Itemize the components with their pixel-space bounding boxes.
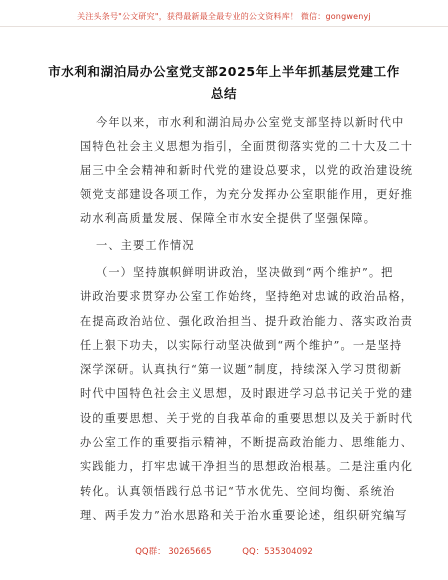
- document-title-line-2: 总结: [210, 86, 238, 101]
- body-line: 深学深研。认真执行“第一议题”制度，持续深入学习贯彻新: [80, 363, 403, 376]
- body-line: 时代中国特色社会主义思想，及时跟进学习总书记关于党的建: [80, 387, 414, 400]
- footer-qq-number: QQ：535304092: [242, 547, 313, 557]
- body-line: 理、两手发力”治水思路和关于治水重要论述，组织研究编写: [80, 509, 408, 522]
- header-divider: [0, 26, 448, 27]
- header-banner: 关注头条号"公文研究"，获得最新最全最专业的公文资料库！ 微信：gongwenyj: [77, 12, 371, 21]
- body-line: 转化。认真领悟践行总书记“节水优先、空间均衡、系统治: [80, 485, 396, 498]
- body-line: 讲政治要求贯穿办公室工作始终，坚持绝对忠诚的政治品格，: [80, 290, 414, 303]
- body-line: 届三中全会精神和新时代党的建设总要求，以党的政治建设统: [80, 164, 414, 177]
- subsection-heading: （一）坚持旗帜鲜明讲政治，坚决做到“两个维护”。把: [96, 266, 394, 279]
- footer-qq-group: QQ群： 30265665: [135, 547, 212, 557]
- body-line: 任上狠下功夫，以实际行动坚决做到“两个维护”。一是坚持: [80, 339, 403, 352]
- body-line: 动水利高质量发展、保障全市水安全提供了坚强保障。: [80, 212, 377, 225]
- section-heading: 一、主要工作情况: [96, 239, 195, 252]
- footer-contact: [0, 545, 448, 557]
- body-line: 办公室工作的重要指示精神，不断提高政治能力、思维能力、: [80, 436, 414, 449]
- body-line: 今年以来，市水利和湖泊局办公室党支部坚持以新时代中: [96, 116, 405, 129]
- body-line: 设的重要思想、关于党的自我革命的重要思想以及关于新时代: [80, 412, 414, 425]
- document-title-line-1: 市水利和湖泊局办公室党支部2025年上半年抓基层党建工作: [48, 64, 400, 79]
- body-line: 实践能力，打牢忠诚干净担当的思想政治根基。二是注重内化: [80, 460, 414, 473]
- body-line: 领党支部建设各项工作，为充分发挥办公室职能作用，更好推: [80, 188, 414, 201]
- body-line: 在提高政治站位、强化政治担当、提升政治能力、落实政治责: [80, 315, 414, 328]
- body-line: 国特色社会主义思想为指引，全面贯彻落实党的二十大及二十: [80, 140, 414, 153]
